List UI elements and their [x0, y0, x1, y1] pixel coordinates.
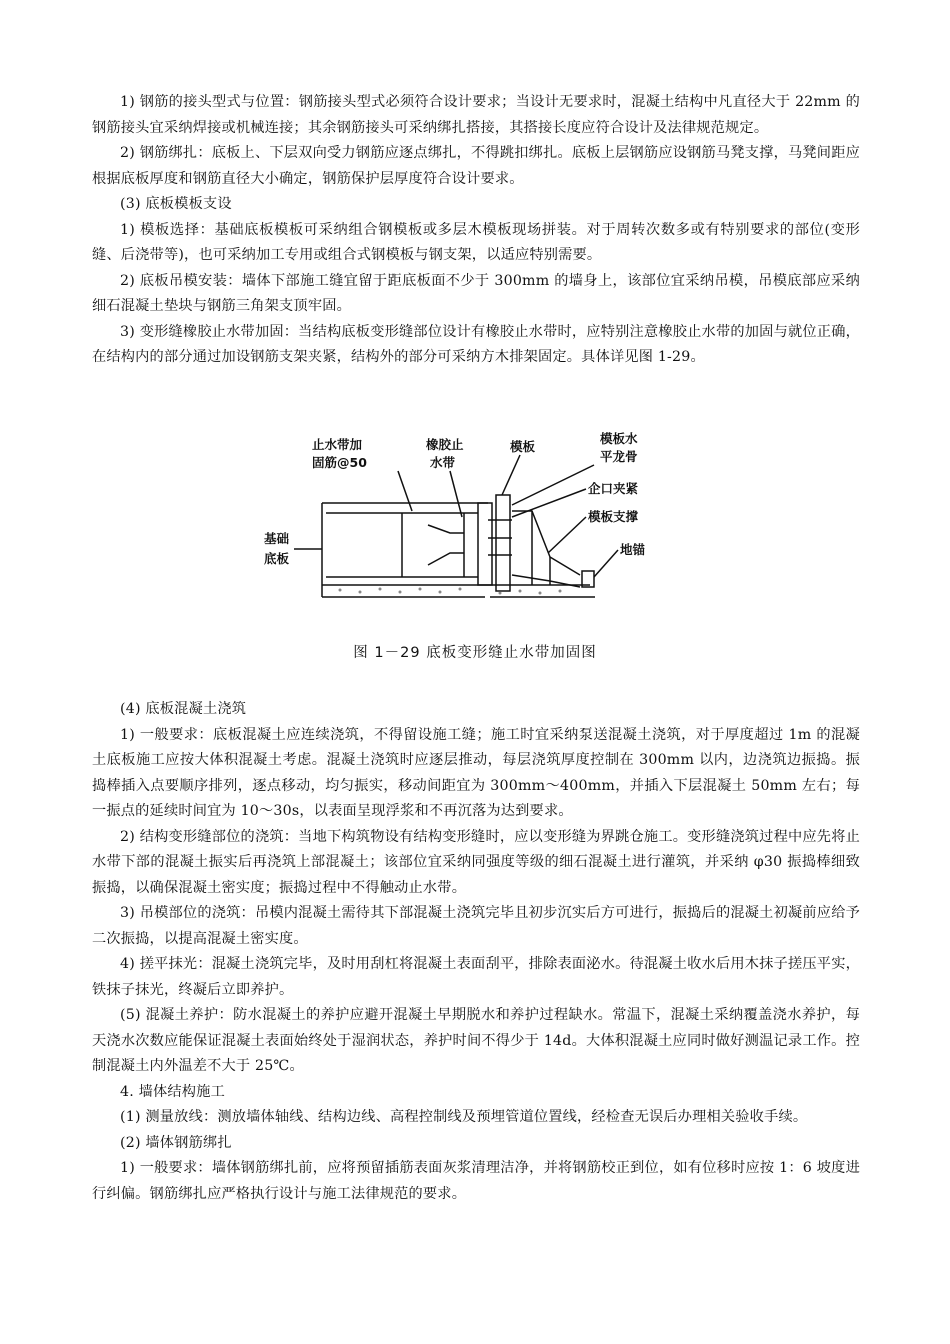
paragraph-smoothing: 4) 搓平抹光：混凝土浇筑完毕，及时用刮杠将混凝土表面刮平，排除表面泌水。待混凝土收水后用木抹子搓压平实，铁抹子抹光，终凝后立即养护。: [92, 956, 860, 998]
label-keel-1: 模板水: [600, 431, 638, 446]
waterstop-diagram: [250, 425, 690, 620]
heading-slab-formwork: (3) 底板模板支设: [120, 196, 232, 212]
paragraph-curing: (5) 混凝土养护：防水混凝土的养护应避开混凝土早期脱水和养护过程缺水。常温下，混凝土采纳覆盖浇水养护，每天浇水次数应能保证混凝土表面始终处于湿润状态，养护时间不得少于 14d。大体积混凝土应同时做好测温记录工作。控制混凝土内外温差不大于 25℃。: [92, 1007, 860, 1074]
paragraph-waterstop-reinforcement: 3) 变形缝橡胶止水带加固：当结构底板变形缝部位设计有橡胶止水带时，应特别注意橡胶止水带的加固与就位正确，在结构内的部分通过加设钢筋支架夹紧，结构外的部分可采纳方木排架固定。具体详见图 1-29。: [92, 323, 860, 365]
paragraph-survey: (1) 测量放线：测放墙体轴线、结构边线、高程控制线及预埋管道位置线，经检查无误后办理相关验收手续。: [120, 1109, 808, 1125]
paragraph-joint-pouring: 2) 结构变形缝部位的浇筑：当地下构筑物设有结构变形缝时，应以变形缝为界跳仓施工。变形缝浇筑过程中应先将止水带下部的混凝土振实后再浇筑上部混凝土；该部位宜采纳同强度等级的细石混凝土进行灌筑，并采纳 φ30 振捣棒细致振捣，以确保混凝土密实度；振捣过程中不得触动止水带。: [92, 828, 860, 896]
label-rebar-2: 固筋@50: [312, 455, 367, 470]
label-rubber-2: 水带: [430, 455, 456, 470]
top-text-block: [92, 90, 860, 371]
label-anchor: 地锚: [620, 542, 646, 557]
structure-lines: [294, 455, 618, 597]
waterstop-diagram-svg: [250, 425, 690, 620]
paragraph-rebar-joint: 1) 钢筋的接头型式与位置：钢筋接头型式必须符合设计要求；当设计无要求时，混凝土结构中凡直径大于 22mm 的钢筋接头宜采纳焊接或机械连接；其余钢筋接头可采纳绑扎搭接，其搭接长度应符合设计及法律规范规定。: [92, 94, 860, 136]
paragraph-hanging-formwork: 2) 底板吊模安装：墙体下部施工缝宜留于距底板面不少于 300mm 的墙身上，该部位宜采纳吊模，吊模底部应采纳细石混凝土垫块与钢筋三角架支顶牢固。: [92, 272, 860, 314]
label-rebar-1: 止水带加: [312, 437, 363, 452]
label-support: 模板支撑: [588, 509, 639, 524]
bottom-text-block: [92, 697, 860, 1207]
heading-wall-rebar: (2) 墙体钢筋绑扎: [120, 1134, 232, 1151]
heading-wall-construction: 4. 墙体结构施工: [120, 1083, 225, 1100]
paragraph-formwork-selection: 1) 模板选择：基础底板模板可采纳组合钢模板或多层木模板现场拼装。对于周转次数多或有特别要求的部位(变形缝、后浇带等)，也可采纳加工专用或组合式钢模板与钢支架，以适应特别需要。: [92, 221, 860, 263]
paragraph-hanging-pouring: 3) 吊模部位的浇筑：吊模内混凝土需待其下部混凝土浇筑完毕且初步沉实后方可进行，振捣后的混凝土初凝前应给予二次振捣，以提高混凝土密实度。: [92, 905, 860, 947]
heading-slab-concrete: (4) 底板混凝土浇筑: [120, 701, 247, 717]
paragraph-wall-rebar-general: 1) 一般要求：墙体钢筋绑扎前，应将预留插筋表面灰浆清理洁净，并将钢筋校正到位，如有位移时应按 1：6 坡度进行纠偏。钢筋绑扎应严格执行设计与施工法律规范的要求。: [92, 1160, 860, 1202]
label-slab-2: 底板: [264, 551, 290, 566]
aggregate-texture: [339, 588, 562, 595]
label-clamp: 企口夹紧: [588, 481, 639, 496]
figure-caption: 图 1－29 底板变形缝止水带加固图: [353, 645, 597, 661]
paragraph-general-requirements: 1) 一般要求：底板混凝土应连续浇筑，不得留设施工缝；施工时宜采纳泵送混凝土浇筑，对于厚度超过 1m 的混凝土底板施工应按大体积混凝土考虑。混凝土浇筑时应逐层推动，每层浇筑厚度控制在 300mm 以内，边浇筑边振捣。振捣棒插入点要顺序排列，逐点移动，均匀振实，移动间距宜为 300mm～400mm，并插入下层混凝土 50mm 左右；每一振点的延续时间宜为 10～30s，以表面呈现浮浆和不再沉落为达到要求。: [92, 726, 860, 819]
label-rubber-1: 橡胶止: [426, 437, 464, 452]
paragraph-rebar-tying: 2) 钢筋绑扎：底板上、下层双向受力钢筋应逐点绑扎，不得跳扣绑扎。底板上层钢筋应设钢筋马凳支撑，马凳间距应根据底板厚度和钢筋直径大小确定，钢筋保护层厚度符合设计要求。: [92, 145, 860, 187]
label-slab-1: 基础: [264, 531, 290, 546]
label-keel-2: 平龙骨: [600, 449, 638, 464]
label-formwork: 模板: [510, 439, 536, 454]
